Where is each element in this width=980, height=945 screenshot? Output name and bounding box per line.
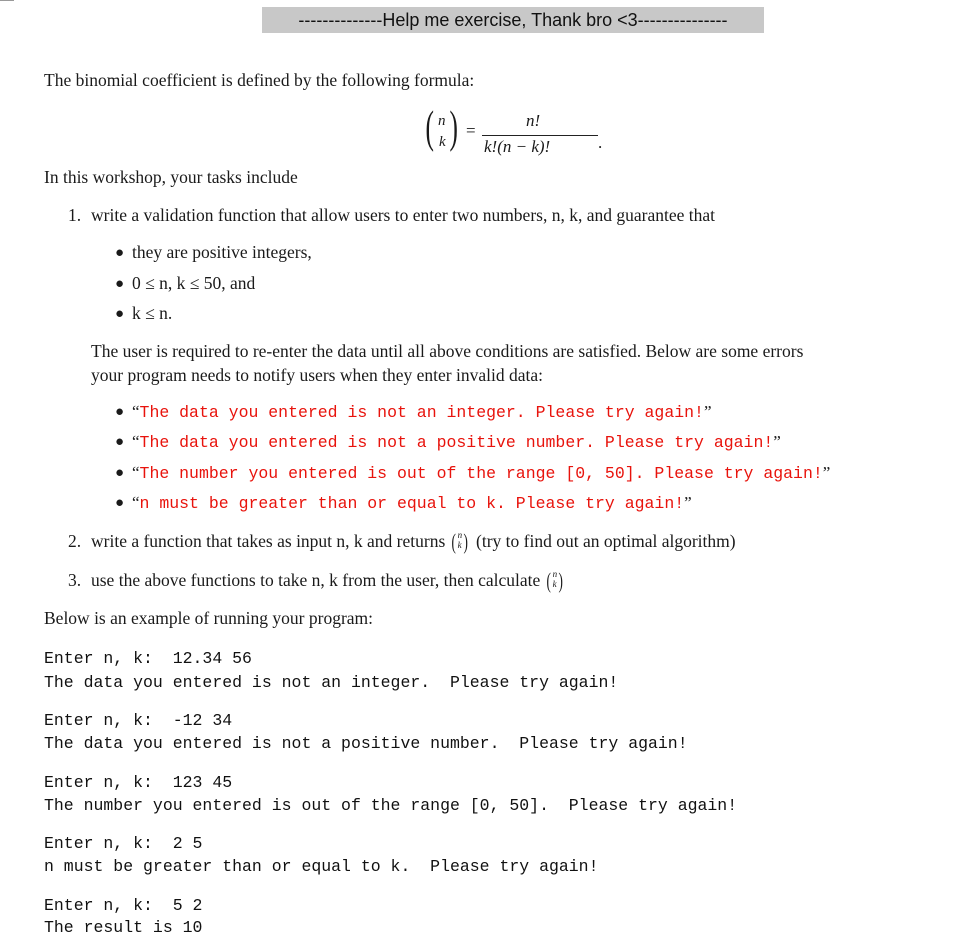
bullet-icon: ●	[115, 276, 125, 292]
page-corner-line	[0, 0, 14, 3]
error-message-item: “The number you entered is out of the range [0, 50]. Please try again!”	[132, 463, 831, 483]
bullet-icon: ●	[115, 495, 125, 511]
binomial-formula: ( n k ) = n! k!(n − k)! .	[425, 101, 603, 156]
task1-paragraph-line2: your program needs to notify users when they enter invalid data:	[91, 365, 543, 385]
binom-symbol-icon: ( n k )	[546, 568, 563, 593]
bullet-icon: ●	[115, 465, 125, 481]
console-line: The data you entered is not an integer. Please try again!	[44, 673, 619, 692]
console-line: n must be greater than or equal to k. Please try again!	[44, 857, 599, 876]
console-line: Enter n, k: -12 34	[44, 711, 233, 730]
error-message-item: “The data you entered is not a positive number. Please try again!”	[132, 432, 781, 452]
tasks-intro: In this workshop, your tasks include	[44, 167, 298, 187]
formula-denominator: k!(n − k)!	[484, 137, 551, 156]
formula-top-n: n	[438, 113, 446, 129]
condition-item: they are positive integers,	[132, 242, 312, 262]
console-line: Enter n, k: 5 2	[44, 896, 203, 915]
formula-equals: =	[466, 121, 476, 140]
intro-text: The binomial coefficient is defined by the following formula:	[44, 70, 475, 90]
fraction-bar	[482, 135, 598, 136]
condition-item: k ≤ n.	[132, 303, 173, 323]
task2-number: 2.	[68, 531, 82, 551]
formula-numerator: n!	[526, 111, 541, 130]
console-line: The result is 10	[44, 918, 203, 937]
error-message-item: “n must be greater than or equal to k. Please try again!”	[132, 493, 692, 513]
condition-item: 0 ≤ n, k ≤ 50, and	[132, 273, 256, 293]
console-line: Enter n, k: 12.34 56	[44, 649, 252, 668]
task3-text: use the above functions to take n, k from the user, then calculate ( n k )	[91, 570, 567, 591]
task1-paragraph-line1: The user is required to re-enter the data until all above conditions are satisfied. Below are some errors	[91, 341, 804, 361]
console-line: Enter n, k: 2 5	[44, 834, 203, 853]
bullet-icon: ●	[115, 434, 125, 450]
console-line: The number you entered is out of the range [0, 50]. Please try again!	[44, 796, 738, 815]
task1-text: write a validation function that allow users to enter two numbers, n, k, and guarantee that	[91, 205, 715, 225]
bullet-icon: ●	[115, 306, 125, 322]
page-header-banner: --------------Help me exercise, Thank bro <3---------------	[262, 7, 764, 33]
error-message-item: “The data you entered is not an integer. Please try again!”	[132, 402, 712, 422]
task1-number: 1.	[68, 205, 82, 225]
example-intro: Below is an example of running your program:	[44, 608, 374, 628]
task2-text: write a function that takes as input n, k and returns ( n k ) (try to find out an optimal algorithm)	[91, 529, 736, 554]
task3-number: 3.	[68, 570, 82, 590]
binom-symbol-icon: ( n k )	[451, 529, 468, 554]
formula-period: .	[598, 133, 603, 152]
console-line: Enter n, k: 123 45	[44, 773, 233, 792]
bullet-icon: ●	[115, 404, 125, 420]
formula-bottom-k: k	[439, 134, 446, 150]
console-line: The data you entered is not a positive number. Please try again!	[44, 734, 688, 753]
bullet-icon: ●	[115, 245, 125, 261]
